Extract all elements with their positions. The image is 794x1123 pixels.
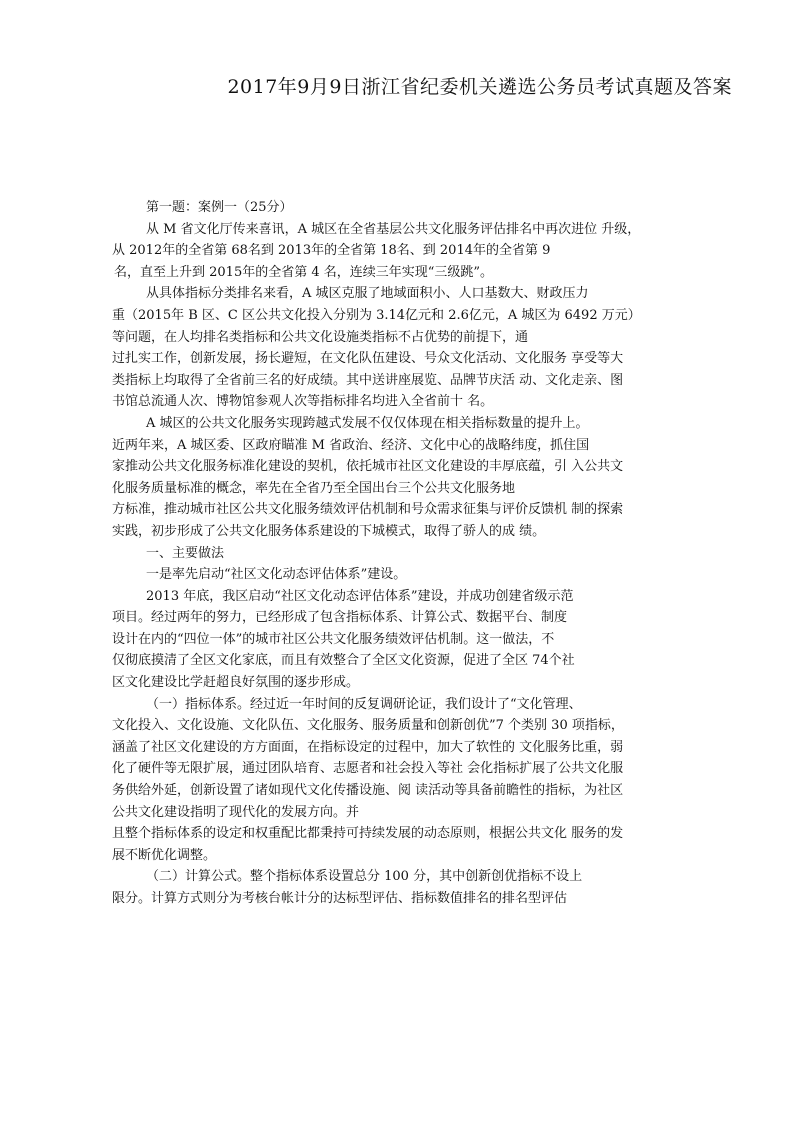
text-line: 项目。经过两年的努力，已经形成了包含指标体系、计算公式、数据平台、制度 bbox=[112, 610, 568, 626]
text-line: A 城区的公共文化服务实现跨越式发展不仅仅体现在相关指标数量的提升上。 bbox=[146, 415, 589, 431]
text-line: 近两年来，A 城区委、区政府瞄准 M 省政治、经济、文化中心的战略纬度，抓住国 bbox=[112, 437, 590, 453]
text-line: 限分。计算方式则分为考核台帐计分的达标型评估、指标数值排名的排名型评估 bbox=[112, 891, 568, 906]
text-line: 家推动公共文化服务标准化建设的契机，依托城市社区文化建设的丰厚底蕴，引 入公共文 bbox=[112, 459, 624, 475]
text-line: （二）计算公式。整个指标体系设置总分 100 分，其中创新创优指标不设上 bbox=[146, 869, 583, 885]
text-line: 公共文化建设指明了现代化的发展方向。并 bbox=[112, 804, 360, 820]
text-line: 从具体指标分类排名来看，A 城区克服了地域面积小、人口基数大、财政压力 bbox=[146, 286, 589, 302]
text-line: 方标准，推动城市社区公共文化服务绩效评估机制和号众需求征集与评价反馈机 制的探索 bbox=[112, 502, 624, 518]
text-line: 从 M 省文化厅传来喜讯，A 城区在全省基层公共文化服务评估排名中再次进位 升级， bbox=[146, 221, 641, 237]
text-line: （一）指标体系。经过近一年时间的反复调研论证，我们设计了“文化管理、 bbox=[146, 696, 582, 712]
text-line: 务供给外延，创新设置了诸如现代文化传播设施、阅 读活动等具备前瞻性的指标，为社区 bbox=[112, 783, 624, 799]
text-line: 展不断优化调整。 bbox=[112, 847, 217, 863]
text-line: 一是率先启动“社区文化动态评估体系”建设。 bbox=[146, 567, 407, 583]
text-line: 第一题：案例一（25分） bbox=[146, 200, 293, 215]
text-line: 文化投入、文化设施、文化队伍、文化服务、服务质量和创新创优”7 个类别 30 项指标， bbox=[112, 718, 624, 734]
text-line: 重（2015年 B 区、C 区公共文化投入分别为 3.14亿元和 2.6亿元，A 城区为 6492 万元） bbox=[112, 307, 641, 323]
text-line: 书馆总流通人次、博物馆参观人次等指标排名均进入全省前十 名。 bbox=[112, 394, 494, 410]
text-line: 等问题，在人均排名类指标和公共文化设施类指标不占优势的前提下，通 bbox=[112, 329, 529, 345]
page-title: 2017年9月9日浙江省纪委机关遴选公务员考试真题及答案 bbox=[227, 76, 732, 98]
text-line: 类指标上均取得了全省前三名的好成绩。其中送讲座展览、品牌节庆活 动、文化走亲、图 bbox=[112, 372, 624, 388]
text-line: 实践，初步形成了公共文化服务体系建设的下城模式，取得了骄人的成 绩。 bbox=[112, 523, 546, 539]
text-line: 2013 年底，我区启动“社区文化动态评估体系”建设，并成功创建省级示范 bbox=[146, 588, 574, 604]
text-line: 过扎实工作，创新发展，扬长避短，在文化队伍建设、号众文化活动、文化服务 享受等大 bbox=[112, 351, 624, 367]
text-line: 名，直至上升到 2015年的全省第 4 名，连续三年实现“三级跳”。 bbox=[114, 264, 494, 280]
document-body bbox=[112, 197, 692, 910]
text-line: 化了硬件等无限扩展，通过团队培育、志愿者和社会投入等社 会化指标扩展了公共文化服 bbox=[112, 761, 624, 777]
text-line: 一、主要做法 bbox=[146, 545, 225, 561]
text-line: 化服务质量标准的概念，率先在全省乃至全国出台三个公共文化服务地 bbox=[112, 480, 516, 496]
text-line: 且整个指标体系的设定和权重配比都秉持可持续发展的动态原则，根据公共文化 服务的发 bbox=[112, 826, 624, 842]
text-line: 涵盖了社区文化建设的方方面面，在指标设定的过程中，加大了软性的 文化服务比重，弱 bbox=[112, 739, 624, 755]
text-line: 仅彻底摸清了全区文化家底，而且有效整合了全区文化资源，促进了全区 74个社 bbox=[112, 653, 575, 669]
text-line: 设计在内的“四位一体”的城市社区公共文化服务绩效评估机制。这一做法，不 bbox=[112, 631, 555, 647]
text-line: 区文化建设比学赶超良好氛围的逐步形成。 bbox=[112, 675, 360, 691]
text-line: 从 2012年的全省第 68名到 2013年的全省第 18名、到 2014年的全省第 9 bbox=[112, 243, 551, 259]
